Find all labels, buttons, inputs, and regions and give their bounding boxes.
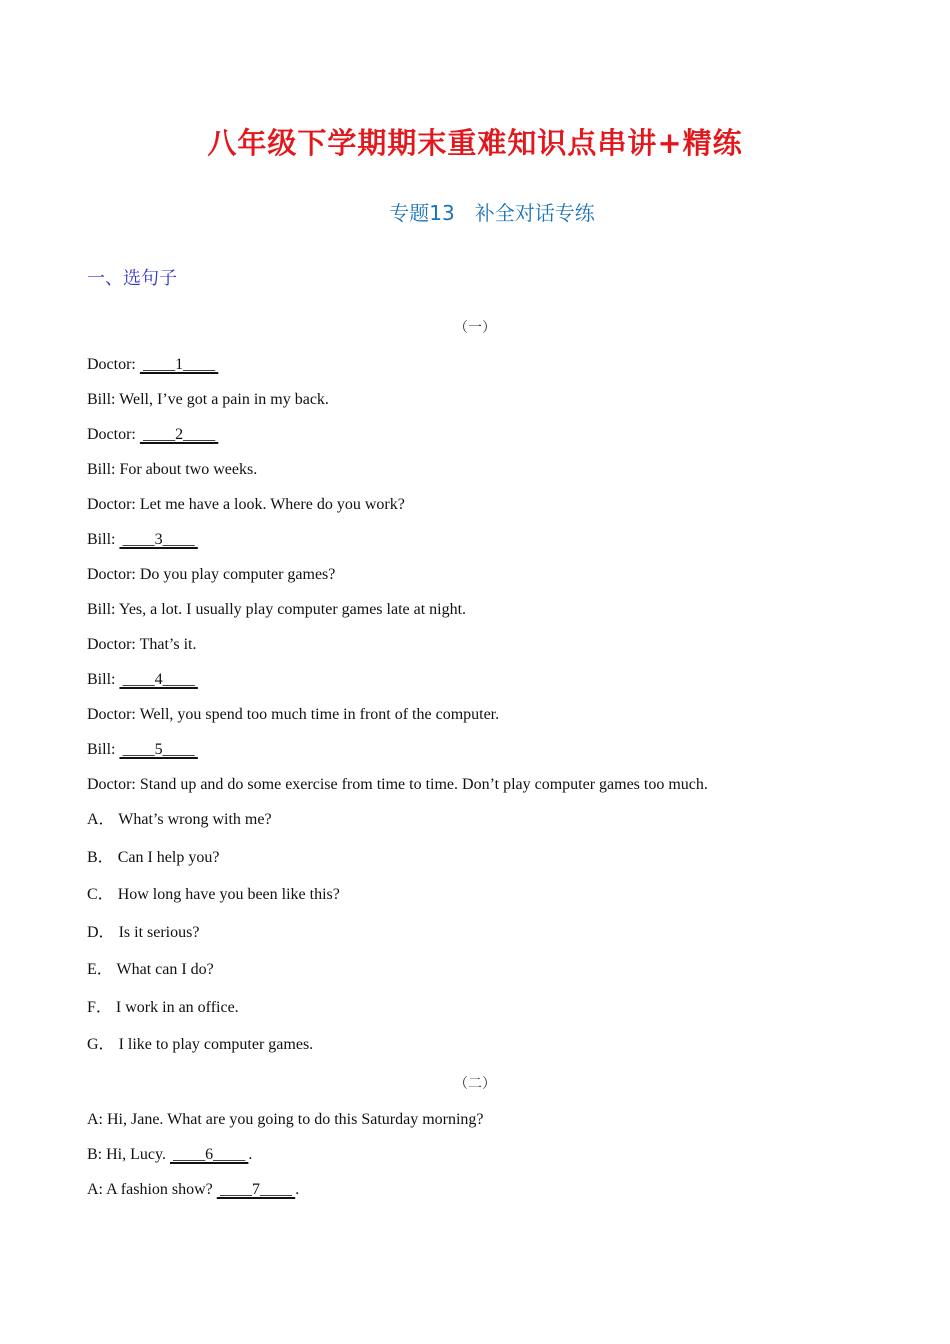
option-text: Is it serious?	[118, 923, 200, 941]
option-text: I work in an office.	[115, 998, 239, 1016]
answer-blank: ____3____	[119, 531, 198, 548]
option-letter: C．	[87, 886, 114, 903]
utterance: Yes, a lot. I usually play computer games late at night.	[118, 601, 467, 618]
dialogue-line	[87, 634, 196, 656]
answer-blank: ____1____	[139, 356, 219, 373]
answer-blank: ____4____	[119, 671, 198, 688]
utterance: Hi, Jane. What are you going to do this Saturday morning?	[107, 1111, 484, 1128]
speaker: Bill:	[87, 461, 116, 478]
dialogue-line	[87, 1144, 252, 1166]
option-item	[87, 959, 214, 981]
option-letter: E．	[87, 961, 113, 978]
utterance: That’s it.	[139, 636, 197, 653]
option-text: What can I do?	[116, 961, 214, 978]
speaker: Doctor:	[87, 356, 136, 373]
dialogue-line	[87, 424, 218, 446]
speaker: Doctor:	[87, 496, 136, 513]
section-heading: 一、选句子	[87, 268, 177, 289]
dialogue-line	[87, 494, 405, 516]
speaker: Bill:	[87, 601, 116, 618]
option-item	[87, 1034, 313, 1056]
option-text: How long have you been like this?	[117, 886, 340, 903]
option-text: What’s wrong with me?	[118, 811, 272, 828]
dialogue-line	[87, 704, 499, 726]
speaker: A:	[87, 1181, 103, 1198]
option-item	[87, 809, 272, 831]
utterance: For about two weeks.	[119, 461, 258, 478]
dialogue-line	[87, 389, 329, 411]
option-letter: F．	[87, 998, 112, 1016]
dialogue-line	[87, 564, 335, 586]
speaker: Bill:	[87, 531, 116, 548]
dialogue-line	[87, 459, 257, 481]
dialogue-line	[87, 529, 198, 551]
part-2-label: （二）	[454, 1077, 496, 1092]
option-letter: G．	[87, 1036, 115, 1053]
topic-name: 补全对话专练	[474, 201, 595, 225]
speaker: B:	[87, 1146, 103, 1163]
speaker: Bill:	[87, 741, 116, 758]
document-title: 八年级下学期期末重难知识点串讲+精练	[207, 126, 743, 160]
speaker: Doctor:	[87, 706, 136, 723]
dialogue-line	[87, 599, 466, 621]
topic-number: 专题13	[389, 201, 455, 225]
option-item	[87, 847, 219, 869]
dialogue-line	[87, 1109, 484, 1131]
option-item	[87, 884, 340, 906]
answer-blank: ____2____	[139, 426, 219, 443]
answer-blank: ____6____	[169, 1146, 249, 1163]
document-subtitle	[0, 197, 950, 229]
utterance: Do you play computer games?	[139, 566, 336, 583]
utterance: A fashion show?	[106, 1181, 213, 1198]
answer-blank: ____5____	[119, 741, 198, 758]
punctuation: .	[248, 1146, 253, 1163]
utterance: Let me have a look. Where do you work?	[139, 496, 405, 513]
dialogue-line	[87, 669, 198, 691]
dialogue-line	[87, 354, 218, 376]
dialogue-line	[87, 1179, 299, 1201]
option-item	[87, 922, 199, 944]
speaker: Doctor:	[87, 776, 136, 793]
speaker: Bill:	[87, 671, 116, 688]
speaker: Doctor:	[87, 426, 136, 443]
option-letter: B．	[87, 848, 114, 866]
punctuation: .	[295, 1181, 300, 1198]
dialogue-line	[87, 739, 198, 761]
option-letter: A．	[87, 811, 115, 828]
option-text: I like to play computer games.	[118, 1036, 314, 1053]
answer-blank: ____7____	[216, 1181, 296, 1198]
dialogue-line	[87, 774, 708, 796]
utterance: Well, I’ve got a pain in my back.	[119, 391, 329, 408]
utterance: Well, you spend too much time in front of the computer.	[139, 706, 500, 723]
option-item	[87, 997, 239, 1019]
option-letter: D．	[87, 923, 115, 941]
utterance: Stand up and do some exercise from time to time. Don’t play computer games too much.	[139, 776, 708, 793]
speaker: Doctor:	[87, 566, 136, 583]
speaker: Doctor:	[87, 636, 136, 653]
option-text: Can I help you?	[117, 848, 220, 866]
speaker: A:	[87, 1111, 103, 1128]
utterance: Hi, Lucy.	[106, 1146, 166, 1163]
speaker: Bill:	[87, 391, 116, 408]
part-1-label: （一）	[454, 321, 496, 336]
